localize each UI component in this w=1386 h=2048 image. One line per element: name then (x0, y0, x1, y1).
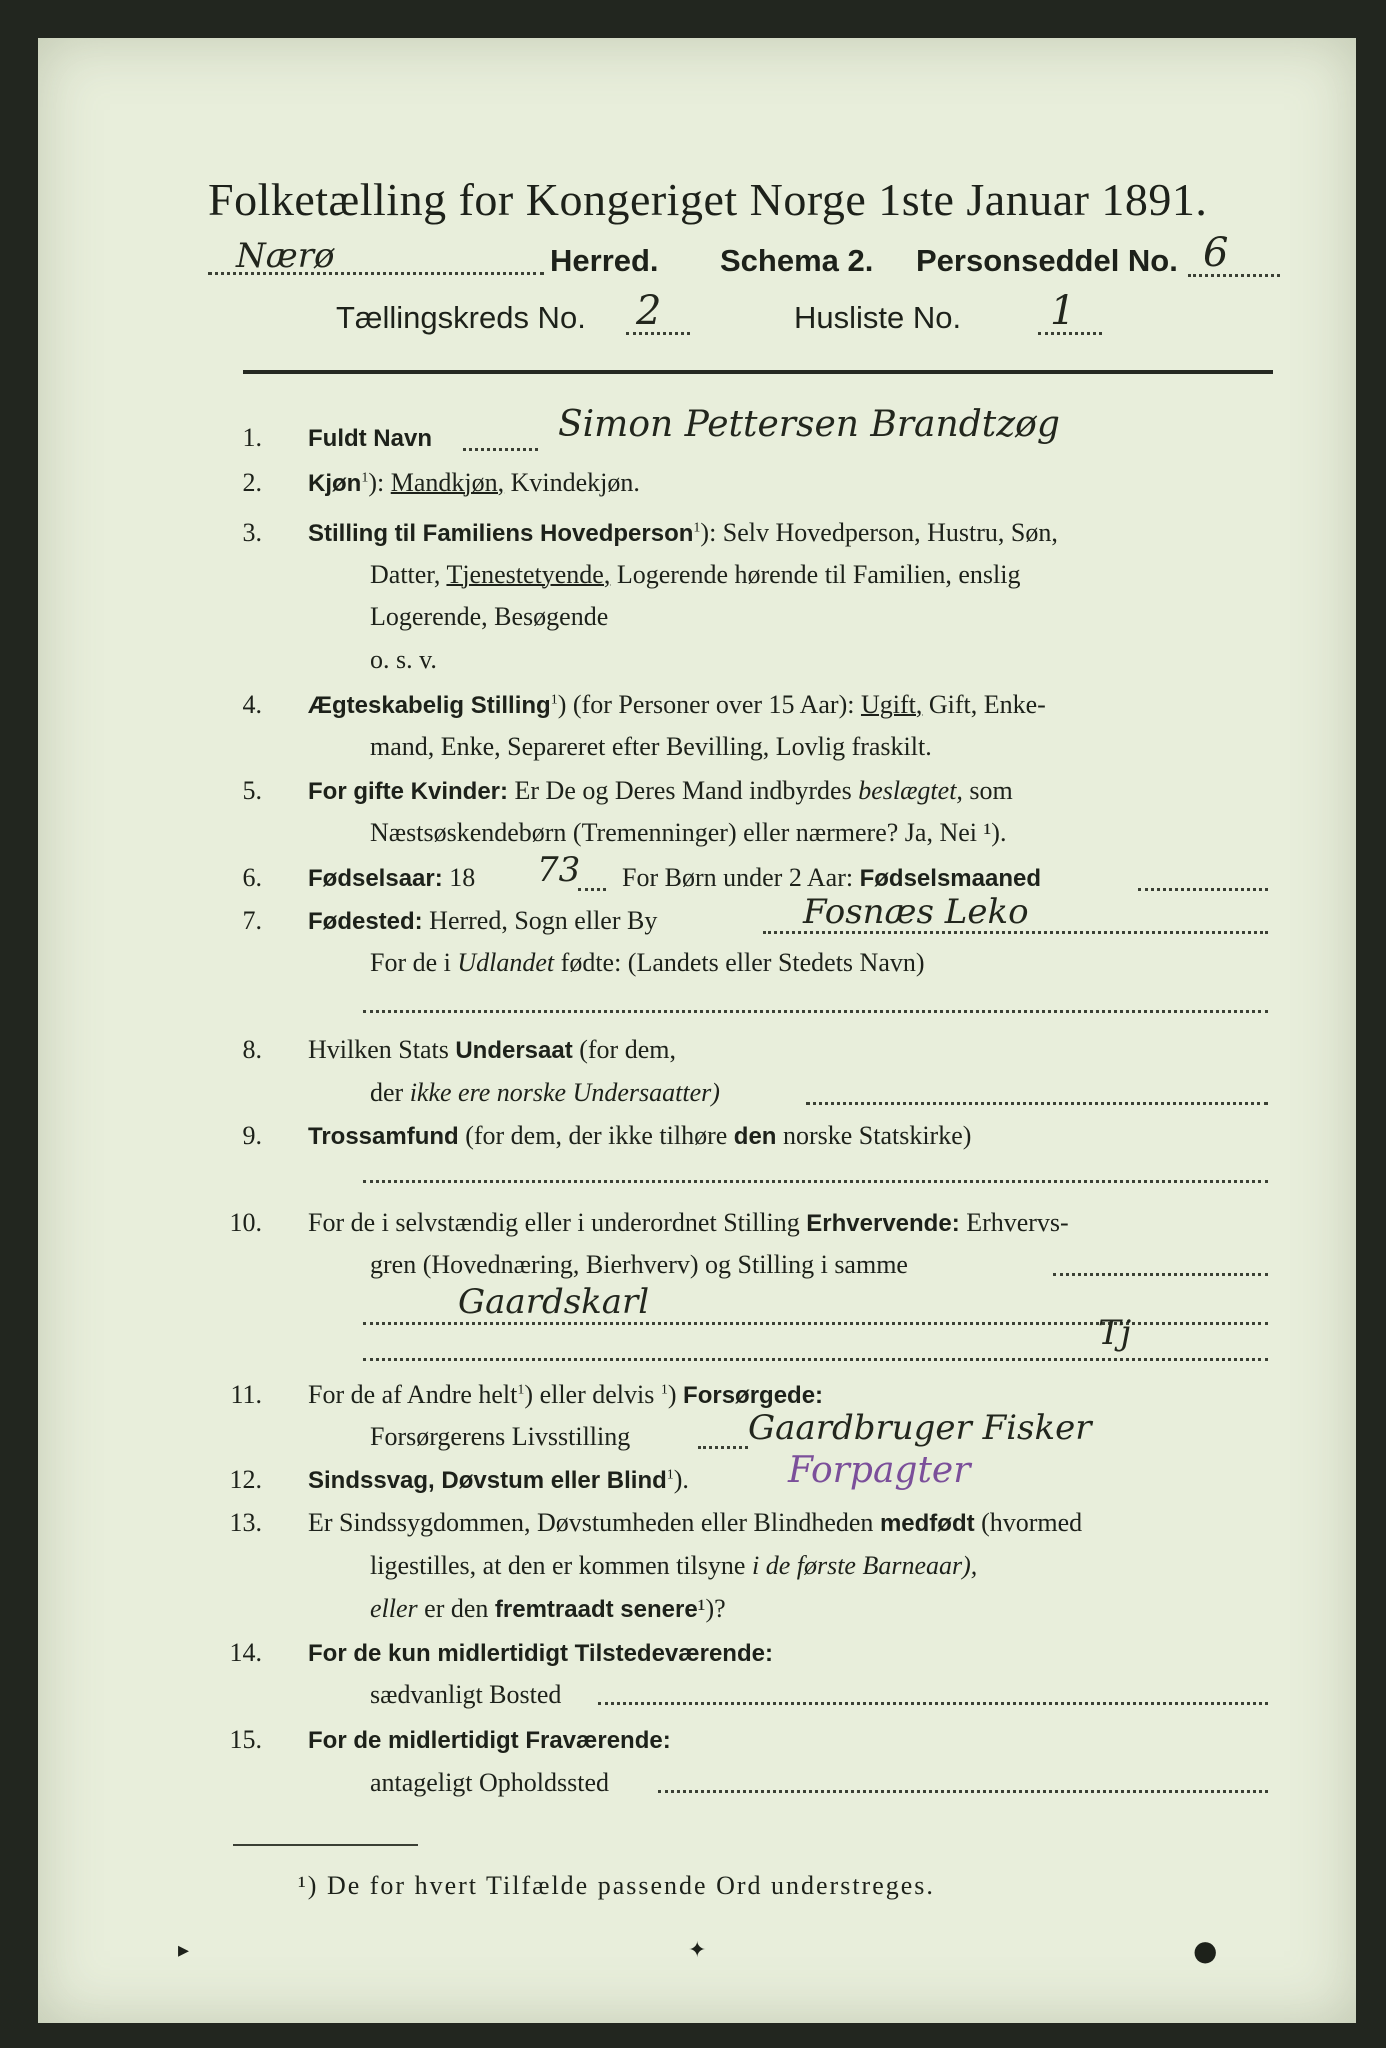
corner-mark-left: ▸ (178, 1938, 190, 1963)
q1-dotted-line (463, 448, 538, 451)
kreds-value: 2 (636, 288, 662, 334)
personseddel-label: Personseddel No. (916, 243, 1178, 278)
q9-den: den (733, 1123, 777, 1150)
q11-provider-value: Gaardbruger Fisker (748, 1408, 1092, 1448)
q13-fremtraadt: fremtraadt senere (494, 1596, 698, 1623)
q13-line1a: Er Sindssygdommen, Døvstumheden eller Blindheden (308, 1508, 874, 1537)
q8-line2a: der (370, 1078, 404, 1107)
corner-mark-center: ✦ (688, 1938, 707, 1963)
husliste-value: 1 (1050, 288, 1076, 334)
q13-number: 13. (229, 1508, 262, 1537)
q7-udlandet: Udlandet (457, 948, 555, 977)
q2-kvindekjon: Kvindekjøn. (510, 468, 640, 497)
q13-medfodt: medfødt (879, 1510, 975, 1537)
q6-mid-text: For Børn under 2 Aar: (622, 863, 854, 892)
herred-value: Nærø (236, 236, 335, 276)
q3-datter: Datter, (370, 560, 441, 589)
q7-birthplace-value: Fosnæs Leko (803, 892, 1029, 932)
q5-number: 5. (242, 776, 262, 805)
q9-text-a: (for dem, der ikke tilhøre (465, 1121, 728, 1150)
personseddel-dotted-line (1188, 274, 1280, 277)
q3-label: Stilling til Familiens Hovedperson (308, 520, 694, 547)
q6-month-dotted-line (1138, 888, 1268, 891)
q4-number: 4. (242, 690, 262, 719)
q8-line2 (370, 1078, 720, 1108)
herred-dotted-line (208, 272, 544, 275)
q12-value: Forpagter (788, 1450, 971, 1491)
q8-line1a: Hvilken Stats (308, 1035, 449, 1064)
husliste-dotted-line (1038, 332, 1102, 335)
q13-line3 (370, 1594, 726, 1624)
q3-line3: Logerende, Besøgende (370, 602, 609, 631)
q13-line2b: i de første Barneaar), (751, 1551, 978, 1580)
q2-label: Kjøn (308, 470, 362, 497)
q10-dotted-line-3 (363, 1358, 1268, 1361)
q11-number: 11. (230, 1380, 262, 1409)
schema-label: Schema 2. (720, 243, 874, 278)
census-form: Folketælling for Kongeriget Norge 1ste Januar 1891. Nærø Herred. Schema 2. Personseddel No. 6 Tællingskreds No. 2 Husliste No. 1 1. Fuldt Navn Simon Pettersen Brandtzøg 2. Kjøn$^1$): Mandkjøn, Kvindekjøn. 3. Stilling til Familiens Hovedperson$^1$): Selv Hovedperson, Hustru, Søn, Datter, Tjenestetyende, Logerende hørende til Familien, enslig Logerende, Besøgende o. s. v. 4. Ægteskabelig Stilling$^1$) (for Personer over 15 Aar): Ugift, Gift, Enke- mand, Enke, Separeret efter Bevilling, Lovlig fraskilt. 5. For gifte Kvinder: Er De og Deres Mand indbyrdes beslægtet, som Næstsøskendebørn (Tremenninger) eller nærmere? Ja, Nei ¹). 6. Fødselsaar: 18 73 For Børn under 2 Aar: Fødselsmaaned 7. Fødested: Herred, Sogn eller By Fosnæs Leko For de i Udlandet fødte: (Landets eller Stedets Navn) 8. Hvilken Stats Undersaat (for dem, der ikke ere norske Undersaatter) 9. Trossamfund (for dem, der ikke tilhøre den norske Statskirke) 10. For de i selvstændig eller i underordnet Stilling Erhvervende: Erhvervs- gren (Hovednæring, Bierhverv) og Stilling i samme Gaardskarl Tj 11. For de af Andre helt$^1$) eller delvis $^1$) Forsørgede: Forsørgerens Livsstilling Gaardbruger Fisker 12. Sindssvag, Døvstum eller Blind$^1$). Forpagter 13. Er Sindssygdommen, Døvstumheden eller Blindheden medfødt (hvormed ligestilles, at den er kommen tilsyne i de første Barneaar), eller er den fremtraadt senere¹)? 14. For de kun midlertidigt Tilstedeværende: sædvanligt Bosted 15. For de midlertidigt Fraværende: antageligt Opholdssted ¹) De for hvert Tilfælde passende Ord understreges. ▸ ✦ ● (38, 38, 1356, 2023)
q7-text: Herred, Sogn eller By (429, 906, 658, 935)
q10-erhvervende: Erhvervende: (806, 1210, 960, 1237)
q6-label2: Fødselsmaaned (859, 865, 1041, 892)
q3-tjenestetyende: Tjenestetyende, (446, 560, 611, 589)
q2-mandkjon: Mandkjøn, (390, 468, 505, 497)
husliste-label: Husliste No. (794, 300, 962, 335)
q8-dotted-line (806, 1102, 1268, 1105)
q4-line1c: Gift, Enke- (928, 690, 1046, 719)
q10-line1a: For de i selvstændig eller i underordnet Stilling (308, 1208, 800, 1237)
q3-line4: o. s. v. (370, 645, 437, 674)
q7-line2c: fødte: (Landets eller Stedets Navn) (560, 948, 925, 977)
form-title: Folketælling for Kongeriget Norge 1ste Januar 1891. (208, 174, 1208, 225)
q8-line1c: (for dem, (579, 1035, 676, 1064)
q1-name-value: Simon Pettersen Brandtzøg (558, 404, 1060, 445)
q15-label: For de midlertidigt Fraværende: (308, 1727, 671, 1754)
footnote-rule (233, 1844, 418, 1846)
q8-undersaat: Undersaat (455, 1037, 573, 1064)
herred-label: Herred. (550, 243, 659, 278)
q6-number: 6. (242, 863, 262, 892)
q5-line1a: Er De og Deres Mand indbyrdes (514, 776, 852, 805)
personseddel-value: 6 (1203, 230, 1229, 276)
q13-line3b: er den (424, 1594, 489, 1623)
q13-line1c: (hvormed (981, 1508, 1083, 1537)
q9-dotted-line (363, 1180, 1268, 1183)
q12-label: Sindssvag, Døvstum eller Blind (308, 1467, 667, 1494)
q15-line2: antageligt Opholdssted (370, 1768, 610, 1797)
q1-number: 1. (242, 423, 262, 452)
q11-dotted-line (698, 1446, 748, 1449)
kreds-dotted-line (626, 332, 690, 335)
q5-line1c: som (969, 776, 1013, 805)
q5-line2: Næstsøskendebørn (Tremenninger) eller nærmere? Ja, Nei ¹). (370, 818, 1007, 847)
q3-line2 (370, 560, 1270, 590)
q3-logerende: Logerende hørende til Familien, enslig (616, 560, 1021, 589)
q3-line1: Selv Hovedperson, Hustru, Søn, (722, 518, 1058, 547)
q9-number: 9. (242, 1121, 262, 1150)
q6-prefix: 18 (449, 863, 476, 892)
q4-label: Ægteskabelig Stilling (308, 692, 551, 719)
q10-dotted-line-1 (1053, 1273, 1268, 1276)
q3-sup: 1 (693, 520, 701, 536)
q12-number: 12. (229, 1465, 262, 1494)
q1-label: Fuldt Navn (308, 425, 432, 452)
q6-mid (622, 863, 1041, 893)
q10-dotted-line-2 (363, 1322, 1268, 1325)
q14-number: 14. (229, 1638, 262, 1667)
q5-beslaegtet: beslægtet, (858, 776, 963, 805)
q4-line2: mand, Enke, Separeret efter Bevilling, Lovlig fraskilt. (370, 732, 932, 761)
q4-ugift: Ugift, (860, 690, 923, 719)
q6-year-value: 73 (537, 850, 581, 890)
corner-mark-right: ● (1193, 1934, 1218, 1967)
q2-number: 2. (242, 468, 262, 497)
q6-label: Fødselsaar: (308, 865, 443, 892)
q4-line1a: (for Personer over 15 Aar): (572, 690, 855, 719)
q2-sup: 1 (361, 470, 369, 486)
q11-line2: Forsørgerens Livsstilling (370, 1422, 631, 1451)
q15-dotted-line (658, 1790, 1268, 1793)
q5-label: For gifte Kvinder: (308, 778, 509, 805)
q9-label: Trossamfund (308, 1123, 459, 1150)
q14-label: For de kun midlertidigt Tilstedeværende: (308, 1640, 773, 1667)
q11-line1b: eller delvis (539, 1380, 655, 1409)
herred-value-field (208, 236, 544, 276)
q13-line2a: ligestilles, at den er kommen tilsyne (370, 1551, 746, 1580)
q14-line2: sædvanligt Bosted (370, 1680, 562, 1709)
q11-forsorgede: Forsørgede: (683, 1382, 824, 1409)
q7-line2a: For de i (370, 948, 451, 977)
q7-number: 7. (242, 906, 262, 935)
q3-number: 3. (242, 518, 262, 547)
q6-dotted-line (578, 888, 606, 891)
footnote: ¹) De for hvert Tilfælde passende Ord understreges. (298, 1871, 935, 1900)
q7-foreign-dotted-line (363, 1010, 1268, 1013)
kreds-label: Tællingskreds No. (336, 300, 586, 335)
q8-line2b: ikke ere norske Undersaatter) (409, 1078, 720, 1107)
q7-line2 (370, 948, 925, 978)
q14-dotted-line (598, 1702, 1268, 1705)
q4-sup: 1 (550, 692, 558, 708)
q10-line2: gren (Hovednæring, Bierhverv) og Stilling i samme (370, 1250, 908, 1279)
q13-eller: eller (370, 1594, 418, 1623)
q11-line1a: For de af Andre helt (308, 1380, 518, 1409)
q13-line3d: ¹)? (697, 1594, 726, 1623)
header-rule (243, 370, 1273, 374)
q8-number: 8. (242, 1035, 262, 1064)
q10-mark: Tj (1098, 1313, 1132, 1353)
q13-line2 (370, 1551, 977, 1581)
q10-occupation-value: Gaardskarl (458, 1282, 650, 1322)
q7-dotted-line (763, 931, 1268, 934)
q9-text-c: norske Statskirke) (782, 1121, 972, 1150)
q10-line1c: Erhvervs- (966, 1208, 1069, 1237)
q7-label: Fødested: (308, 908, 423, 935)
q10-number: 10. (229, 1208, 262, 1237)
q15-number: 15. (229, 1725, 262, 1754)
